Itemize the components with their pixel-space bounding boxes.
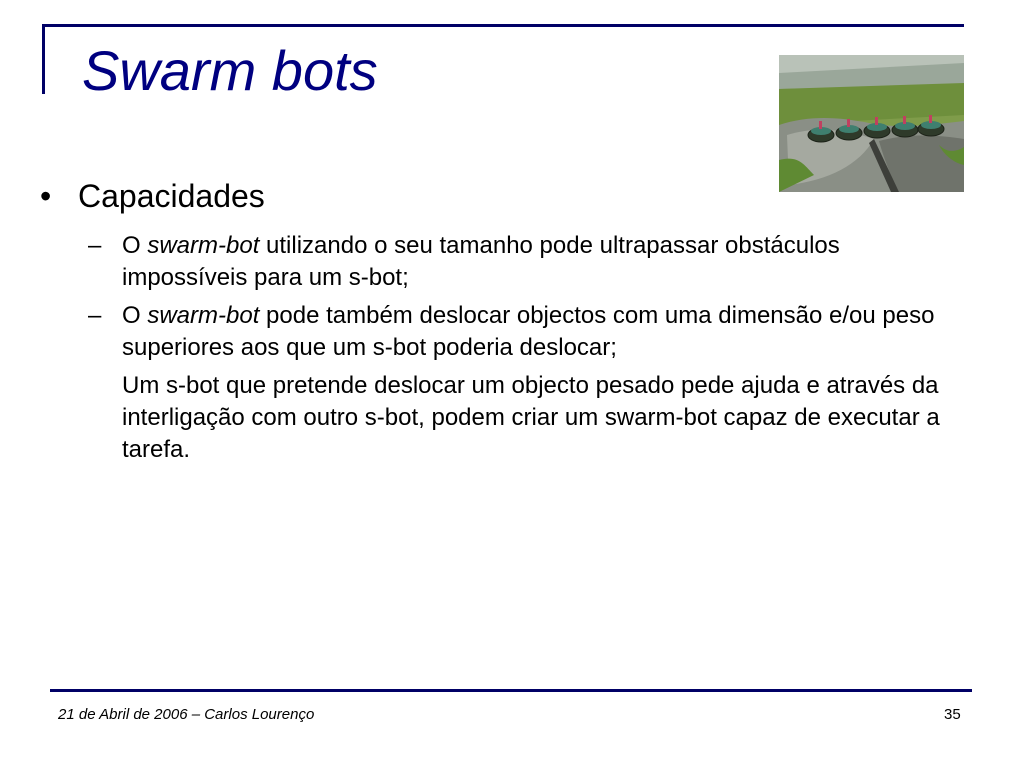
sub-item xyxy=(40,230,940,294)
sub-item-prefix: O xyxy=(122,232,148,259)
bullet-label: Capacidades xyxy=(78,178,265,214)
bullet-marker: • xyxy=(40,178,52,214)
swarm-bot-photo xyxy=(779,55,964,192)
dash-marker: – xyxy=(88,302,102,329)
bullet-capacidades xyxy=(40,176,940,216)
sub-paragraph: Um s-bot que pretende deslocar um objecto pesado pede ajuda e através da interligação com outro s-bot, podem criar um swarm-bot capaz de executar a tarefa. xyxy=(122,372,940,463)
footer-date-author: 21 de Abril de 2006 – Carlos Lourenço xyxy=(58,706,315,723)
dash-marker: – xyxy=(88,232,102,259)
sub-item-emphasis: swarm-bot xyxy=(147,232,260,259)
footer-rule xyxy=(50,689,972,692)
sub-item-emphasis: swarm-bot xyxy=(147,302,260,329)
slide-body xyxy=(40,176,940,466)
sub-item-prefix: O xyxy=(122,302,148,329)
sub-item-text: pode também deslocar objectos com uma dimensão e/ou peso superiores aos que um s-bot poderia deslocar; xyxy=(122,302,935,361)
slide-title: Swarm bots xyxy=(82,39,378,102)
sub-item xyxy=(40,300,940,364)
sub-item-text: utilizando o seu tamanho pode ultrapassar obstáculos impossíveis para um s-bot; xyxy=(122,232,840,291)
frame-top-rule xyxy=(42,24,964,27)
frame-left-rule xyxy=(42,24,45,94)
page-number: 35 xyxy=(944,706,961,723)
sub-list xyxy=(40,230,940,466)
